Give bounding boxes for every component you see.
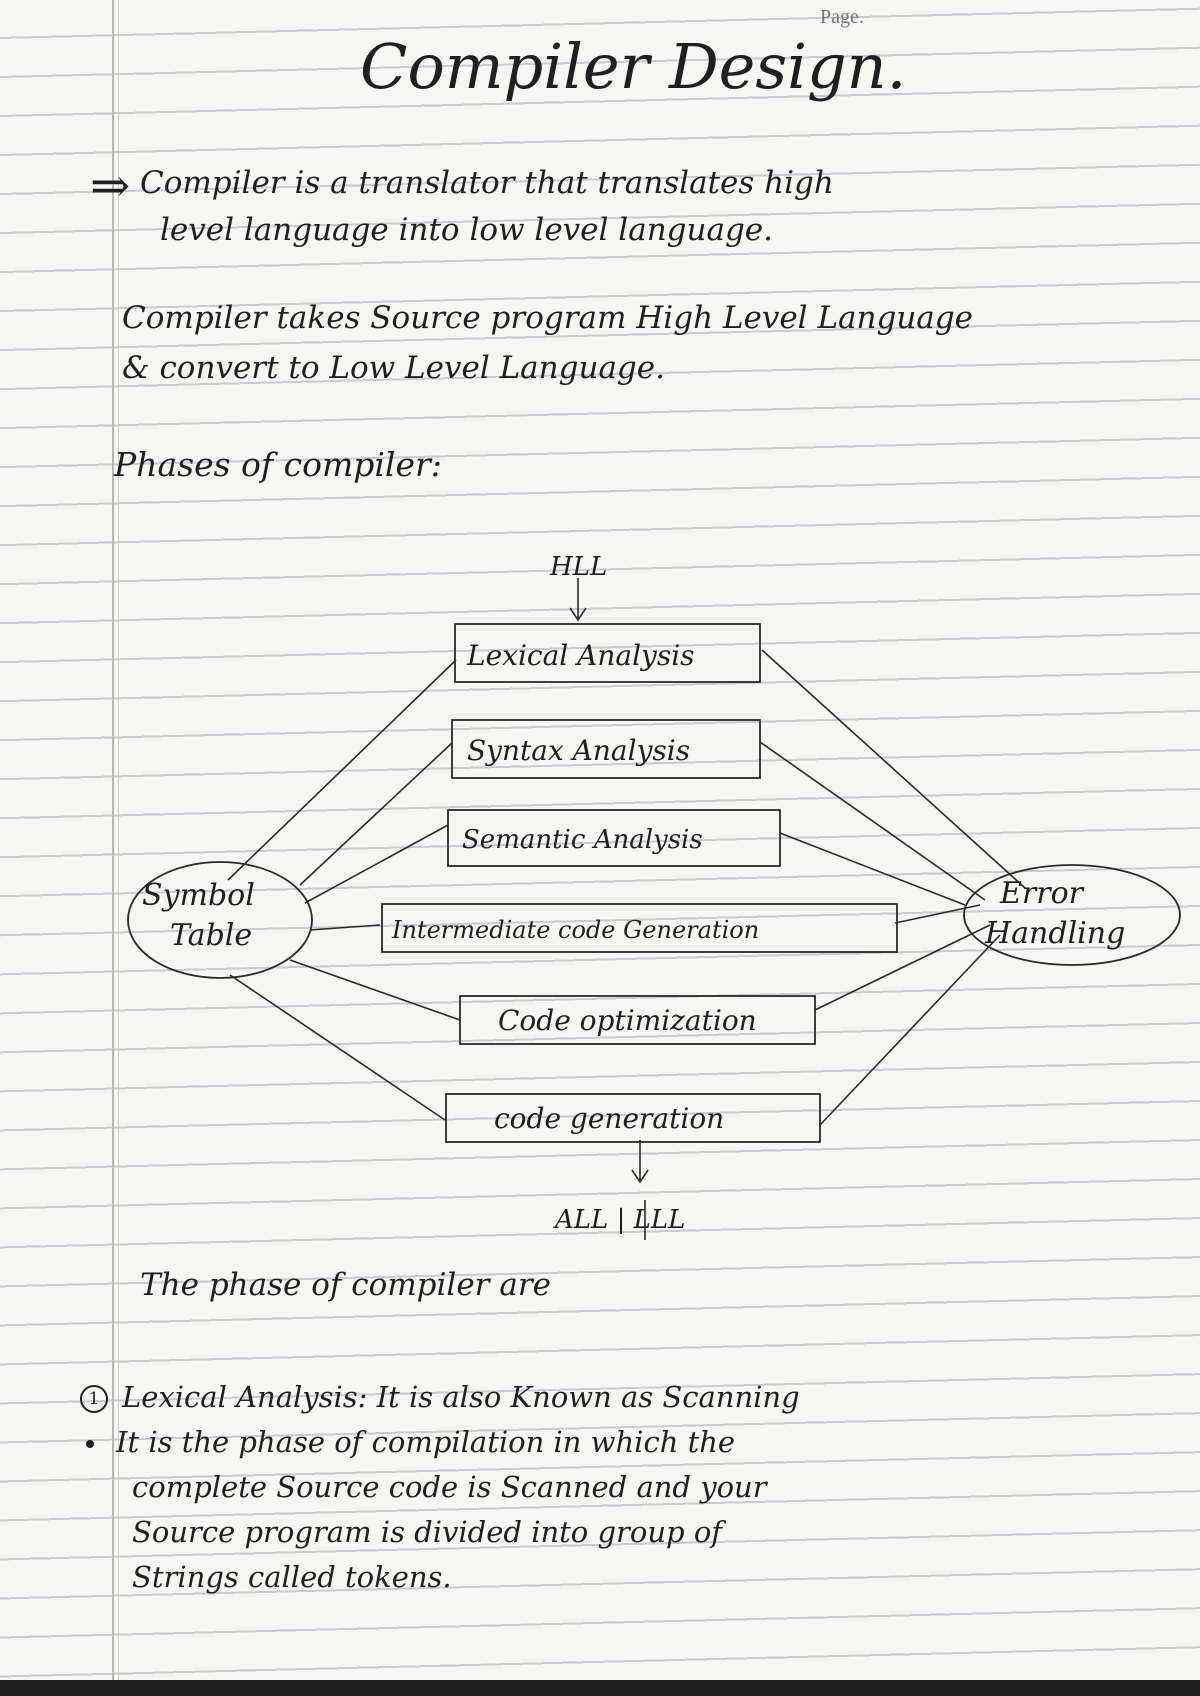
phase-label-intermediate: Intermediate code Generation (392, 916, 760, 944)
page-title: Compiler Design. (360, 30, 907, 103)
phases-intro: The phase of compiler are (140, 1267, 551, 1303)
implies-arrow-icon: ⇒ (90, 158, 131, 214)
symbol-to-semantic (305, 825, 448, 903)
bottom-edge (0, 1680, 1200, 1696)
intermediate-to-error (895, 905, 980, 923)
lexical-line-5: Strings called tokens. (132, 1560, 452, 1594)
semantic-to-error (780, 833, 965, 905)
lexical-line-2 (80, 1425, 735, 1459)
symbol-to-intermediate (310, 925, 380, 930)
phase-label-semantic: Semantic Analysis (462, 825, 703, 855)
symbol-to-optimization (290, 960, 460, 1020)
bullet-icon (86, 1440, 94, 1448)
error-handling-line1: Error (1000, 876, 1083, 911)
lexical-line-4: Source program is divided into group of (132, 1515, 723, 1549)
page-label: Page. (820, 6, 864, 28)
lexical-line-2-text: It is the phase of compilation in which the (116, 1425, 736, 1459)
phase-label-syntax: Syntax Analysis (467, 734, 691, 767)
lexical-line-3: complete Source code is Scanned and your (132, 1470, 767, 1504)
phase-label-codegen: code generation (494, 1102, 725, 1135)
optimization-to-error (815, 925, 990, 1010)
symbol-to-lexical (228, 660, 456, 880)
phase-label-lexical: Lexical Analysis (467, 639, 695, 672)
lexical-line-1-text: Lexical Analysis: It is also Known as Scanning (122, 1380, 800, 1414)
intro-line-1: Compiler is a translator that translates high (140, 165, 834, 201)
intro-line-4: & convert to Low Level Language. (122, 350, 665, 386)
number-circle: 1 (80, 1385, 108, 1413)
phases-heading: Phases of compiler: (114, 445, 442, 484)
lexical-line-1 (80, 1380, 800, 1414)
error-handling-line2: Handling (985, 916, 1126, 951)
phase-label-optimization: Code optimization (498, 1004, 757, 1037)
symbol-table-line2: Table (170, 918, 253, 953)
symbol-table-line1: Symbol (142, 878, 255, 913)
hll-label: HLL (550, 552, 608, 582)
intro-line-2: level language into low level language. (160, 212, 773, 248)
symbol-to-codegen (230, 975, 445, 1120)
intro-line-3: Compiler takes Source program High Level Language (122, 300, 973, 336)
lexical-to-error (762, 650, 1025, 888)
output-label: ALL | LLL (555, 1205, 686, 1235)
connector-lines (228, 578, 1025, 1240)
